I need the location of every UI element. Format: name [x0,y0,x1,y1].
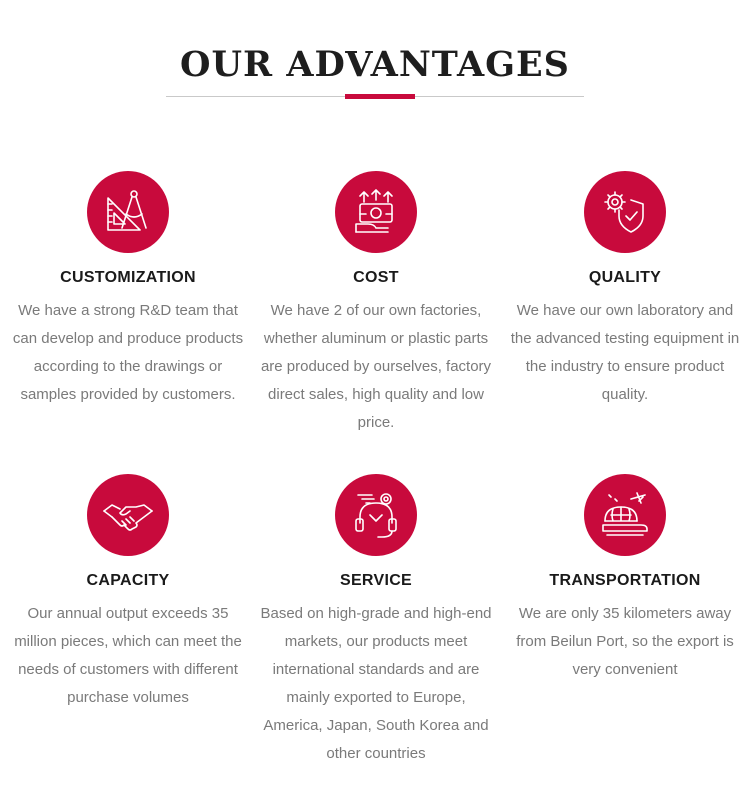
advantage-card-customization [8,171,248,409]
advantage-card-capacity [8,474,248,712]
card-text: Based on high-grade and high-end markets, our products meet international standards and are mainly exported to Europe, America, Japan, South Korea and other countries [260,605,492,762]
card-title: QUALITY [588,269,662,286]
section-title: OUR ADVANTAGES [180,44,570,85]
card-title: SERVICE [339,572,413,589]
advantage-card-cost [256,171,496,437]
title-divider-accent [345,94,415,99]
card-text: We have 2 of our own factories, whether aluminum or plastic parts are produced by ourselves, factory direct sales, high quality and low price. [260,302,492,431]
card-title: COST [353,269,399,286]
card-text: We have our own laboratory and the advanced testing equipment in the industry to ensure product quality. [510,302,740,403]
advantage-card-service [256,474,496,768]
card-title: CAPACITY [86,572,170,589]
card-text: Our annual output exceeds 35 million pieces, which can meet the needs of customers with different purchase volumes [14,605,242,706]
quality-shield-gear-icon [584,171,666,253]
card-text: We are only 35 kilometers away from Beilun Port, so the export is very convenient [516,605,734,678]
card-title: CUSTOMIZATION [60,269,196,286]
cost-money-icon [335,171,417,253]
drafting-tools-icon [87,171,169,253]
handshake-icon [87,474,169,556]
advantage-card-quality [505,171,745,409]
card-text: We have a strong R&D team that can develop and produce products according to the drawings or samples provided by customers. [12,302,244,403]
advantage-card-transportation [505,474,745,684]
headset-service-icon [335,474,417,556]
card-title: TRANSPORTATION [549,572,701,589]
globe-train-plane-icon [584,474,666,556]
